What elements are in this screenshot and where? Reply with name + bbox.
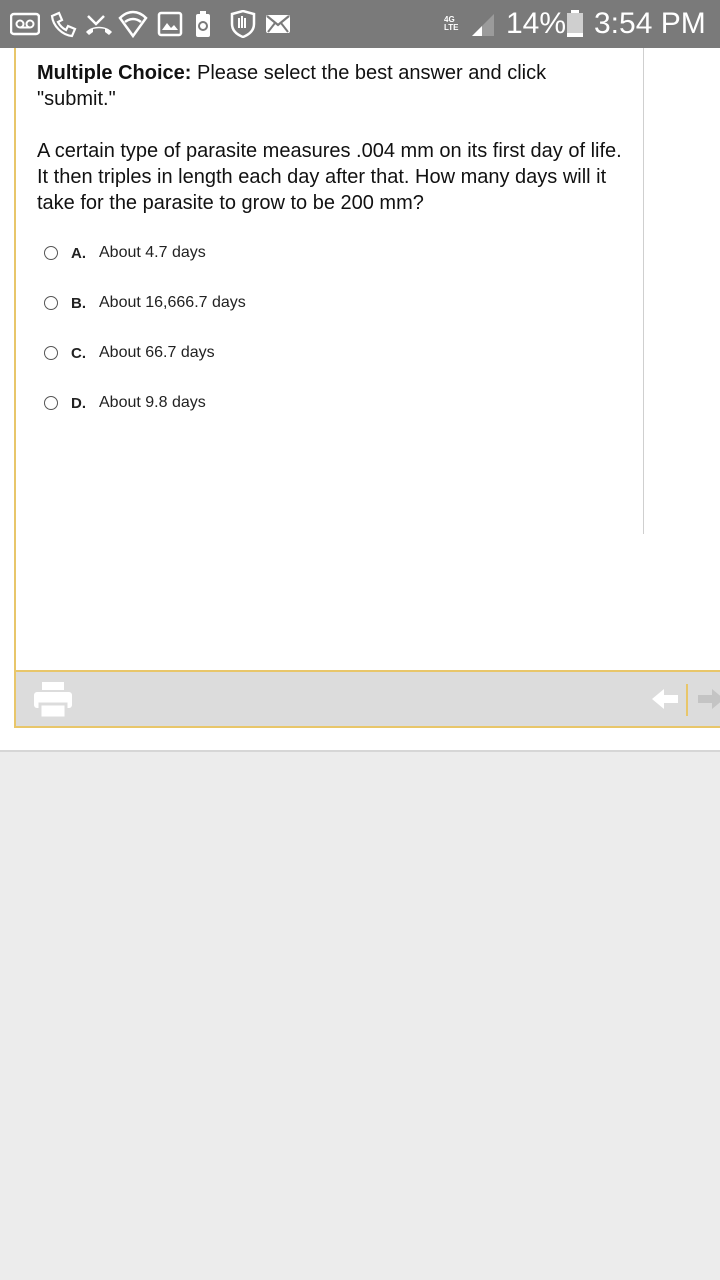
battery-percent xyxy=(506,0,566,48)
option-text[interactable]: About 9.8 days xyxy=(99,394,206,411)
option-letter: D. xyxy=(71,394,86,412)
image-icon xyxy=(156,10,186,38)
page-divider xyxy=(0,750,720,752)
network-indicator xyxy=(444,0,460,48)
option-a[interactable] xyxy=(44,238,444,268)
option-b[interactable] xyxy=(44,288,444,318)
option-letter: B. xyxy=(71,294,86,312)
voicemail-icon xyxy=(10,10,40,38)
option-text[interactable]: About 66.7 days xyxy=(99,344,215,361)
next-arrow-icon[interactable] xyxy=(696,686,720,712)
question-prompt: A certain type of parasite measures .004 mm on its first day of life. It then triples in length each day after that. How many days will it take for the parasite to grow to be 200 mm? xyxy=(37,140,622,214)
missed-call-icon xyxy=(84,10,114,38)
bottom-toolbar xyxy=(14,670,720,728)
status-bar xyxy=(0,0,720,48)
battery-icon xyxy=(566,10,584,38)
clock-label: 3:54 PM xyxy=(594,7,706,40)
option-text[interactable]: About 4.7 days xyxy=(99,244,206,261)
option-letter: A. xyxy=(71,244,86,262)
clock xyxy=(594,0,706,48)
mail-icon xyxy=(264,10,294,38)
question-content xyxy=(37,60,627,216)
nav-divider xyxy=(686,684,688,716)
option-c[interactable] xyxy=(44,338,444,368)
instructions xyxy=(37,60,627,112)
option-d[interactable] xyxy=(44,388,444,418)
hand-icon xyxy=(228,10,258,38)
radio-button-d[interactable] xyxy=(44,396,58,410)
option-text[interactable]: About 16,666.7 days xyxy=(99,294,246,311)
instructions-label: Multiple Choice: xyxy=(37,62,192,84)
radio-button-c[interactable] xyxy=(44,346,58,360)
option-letter: C. xyxy=(71,344,86,362)
radio-button-a[interactable] xyxy=(44,246,58,260)
network-type-label: 4G LTE xyxy=(444,15,459,32)
content-divider xyxy=(643,48,644,534)
wifi-icon xyxy=(118,10,148,38)
battery-saver-icon xyxy=(192,10,222,38)
back-arrow-icon[interactable] xyxy=(650,686,680,712)
print-icon[interactable] xyxy=(32,680,74,720)
phone-icon xyxy=(48,10,78,38)
instructions-text: Please select the best answer and click "submit." xyxy=(37,62,547,110)
radio-button-b[interactable] xyxy=(44,296,58,310)
battery-percent-label: 14% xyxy=(506,7,567,40)
signal-icon xyxy=(470,12,498,38)
